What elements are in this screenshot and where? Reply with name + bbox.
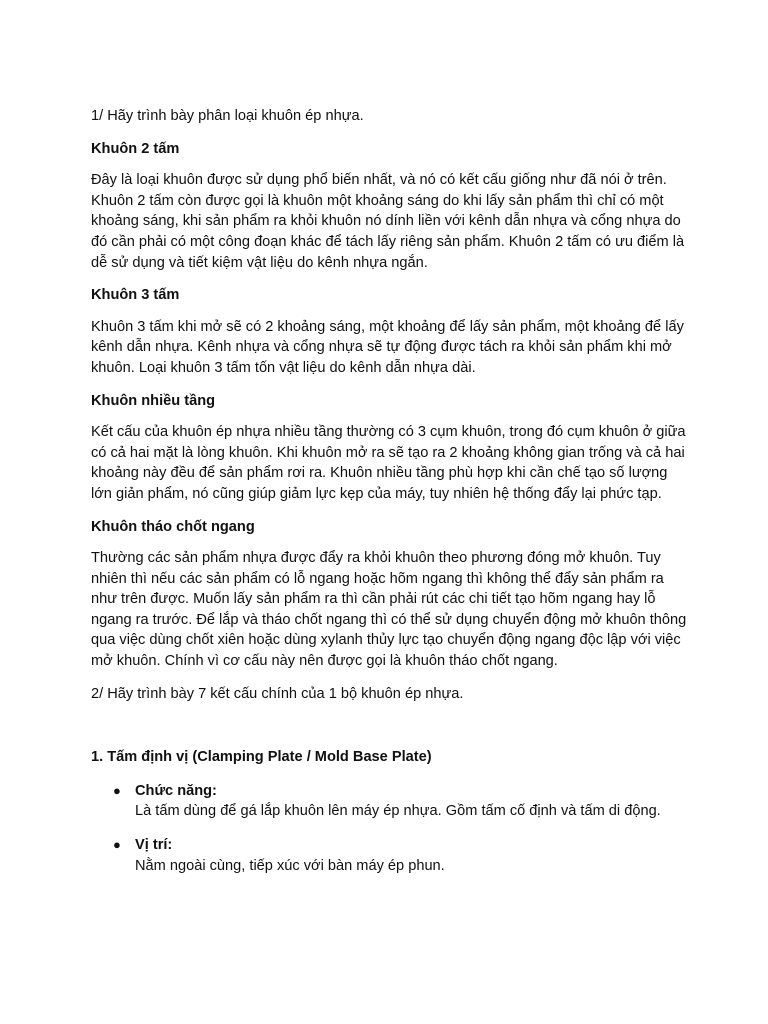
heading-stack-mold: Khuôn nhiều tầng (91, 392, 216, 409)
heading-three-plate-mold: Khuôn 3 tấm (91, 287, 180, 304)
section-title-clamping-plate: 1. Tấm định vị (Clamping Plate / Mold Base Plate) (91, 749, 432, 766)
list-item-position (113, 835, 691, 876)
question-2: 2/ Hãy trình bày 7 kết cấu chính của 1 bộ khuôn ép nhựa. (91, 685, 464, 702)
bullet-label: Chức năng: (135, 782, 217, 799)
list-item-function (113, 781, 691, 822)
paragraph-stack-mold: Kết cấu của khuôn ép nhựa nhiều tầng thường có 3 cụm khuôn, trong đó cụm khuôn ở giữa có cả hai mặt là lòng khuôn. Khi khuôn mở ra sẽ tạo ra 2 khoảng không gian trống và cả hai khoảng này đều để sản phẩm rơi ra. Khuôn nhiều tầng phù hợp khi cần chế tạo số lượng lớn giản phẩm, nó cũng giúp giảm lực kẹp của máy, tuy nhiên hệ thống đẩy lại phức tạp. (91, 424, 686, 502)
bullet-icon: ● (113, 837, 121, 853)
heading-side-action-mold: Khuôn tháo chốt ngang (91, 518, 255, 535)
bullet-list (91, 781, 691, 876)
paragraph-two-plate-mold: Đây là loại khuôn được sử dụng phổ biến nhất, và nó có kết cấu giống như đã nói ở trên. Khuôn 2 tấm còn được gọi là khuôn một khoảng sáng do khi lấy sản phẩm thì chỉ có một khoảng sáng, khi sản phẩm ra khỏi khuôn nó dính liền với kênh dẫn nhựa và cổng nhựa do đó cần phải có một công đoạn khác để tách lấy riêng sản phẩm. Khuôn 2 tấm có ưu điểm là dễ sử dụng và tiết kiệm vật liệu do kênh nhựa ngắn. (91, 172, 685, 271)
paragraph-three-plate-mold: Khuôn 3 tấm khi mở sẽ có 2 khoảng sáng, một khoảng để lấy sản phẩm, một khoảng để lấy kênh dẫn nhựa. Kênh nhựa và cổng nhựa sẽ tự động được tách ra khỏi sản phẩm khi mở khuôn. Loại khuôn 3 tấm tốn vật liệu do kênh dẫn nhựa dài. (91, 318, 684, 376)
document-page (91, 106, 691, 889)
bullet-text: Là tấm dùng để gá lắp khuôn lên máy ép nhựa. Gồm tấm cố định và tấm di động. (135, 803, 661, 820)
bullet-label: Vị trí: (135, 837, 173, 854)
paragraph-side-action-mold: Thường các sản phẩm nhựa được đẩy ra khỏi khuôn theo phương đóng mở khuôn. Tuy nhiên thì nếu các sản phẩm có lỗ ngang hoặc hõm ngang thì không thể đẩy sản phẩm ra như trên được. Muốn lấy sản phẩm ra thì cần phải rút các chi tiết tạo hõm ngang hay lỗ ngang ra trước. Để lắp và tháo chốt ngang thì có thể sử dụng chuyển động mở khuôn thông qua việc dùng chốt xiên hoặc dùng xylanh thủy lực tạo chuyển động ngang độc lập với việc mở khuôn. Chính vì cơ cấu này nên được gọi là khuôn tháo chốt ngang. (91, 550, 687, 670)
bullet-icon: ● (113, 782, 121, 798)
heading-two-plate-mold: Khuôn 2 tấm (91, 140, 180, 157)
question-1: 1/ Hãy trình bày phân loại khuôn ép nhựa. (91, 108, 364, 124)
bullet-text: Nằm ngoài cùng, tiếp xúc với bàn máy ép phun. (135, 857, 445, 874)
